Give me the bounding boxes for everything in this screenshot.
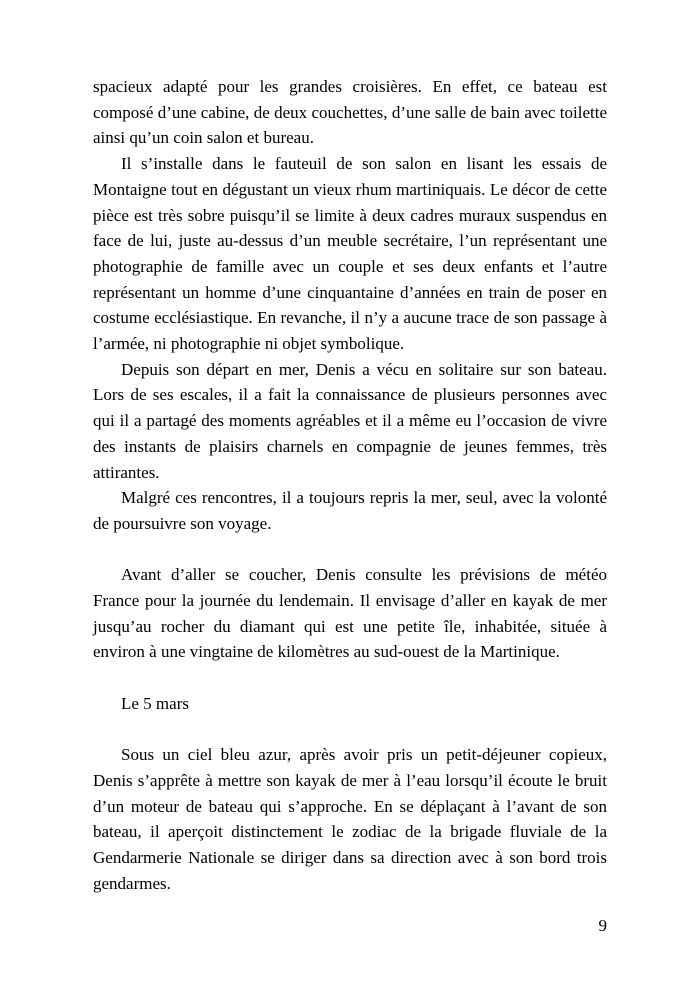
paragraph: Malgré ces rencontres, il a toujours repris la mer, seul, avec la volonté de poursuivre son voyage. [93, 488, 607, 533]
paragraph: Sous un ciel bleu azur, après avoir pris un petit-déjeuner copieux, Denis s’apprête à mettre son kayak de mer à l’eau lorsqu’il écoute le bruit d’un moteur de bateau qui s’approche. En se déplaçant à l’avant de son bateau, il aperçoit distinctement le zodiac de la brigade fluviale de la Gendarmerie Nationale se diriger dans sa direction avec à son bord trois gendarmes. [93, 745, 607, 893]
paragraph: Il s’installe dans le fauteuil de son salon en lisant les essais de Montaigne tout en dégustant un vieux rhum martiniquais. Le décor de cette pièce est très sobre puisqu’il se limite à deux cadres muraux suspendus en face de lui, juste au-dessus d’un meuble secrétaire, l’un représentant une photographie de famille avec un couple et ses deux enfants et l’autre représentant un homme d’une cinquantaine d’années en train de poser en costume ecclésiastique. En revanche, il n’y a aucune trace de son passage à l’armée, ni photographie ni objet symbolique. [93, 154, 607, 354]
date-heading: Le 5 mars [121, 693, 189, 713]
paragraph: Depuis son départ en mer, Denis a vécu en solitaire sur son bateau. Lors de ses escales, il a fait la connaissance de plusieurs personnes avec qui il a partagé des moments agréables et il a même eu l’occasion de vivre des instants de plaisirs charnels en compagnie de jeunes femmes, très attirantes. [93, 359, 607, 482]
body-text [93, 74, 607, 896]
page-number: 9 [598, 916, 607, 935]
paragraph-continuation: spacieux adapté pour les grandes croisières. En effet, ce bateau est composé d’une cabine, de deux couchettes, d’une salle de bain avec toilette ainsi qu’un coin salon et bureau. [93, 77, 607, 148]
paragraph: Avant d’aller se coucher, Denis consulte les prévisions de météo France pour la journée du lendemain. Il envisage d’aller en kayak de mer jusqu’au rocher du diamant qui est une petite île, inhabitée, située à environ à une vingtaine de kilomètres au sud-ouest de la Martinique. [93, 565, 607, 662]
